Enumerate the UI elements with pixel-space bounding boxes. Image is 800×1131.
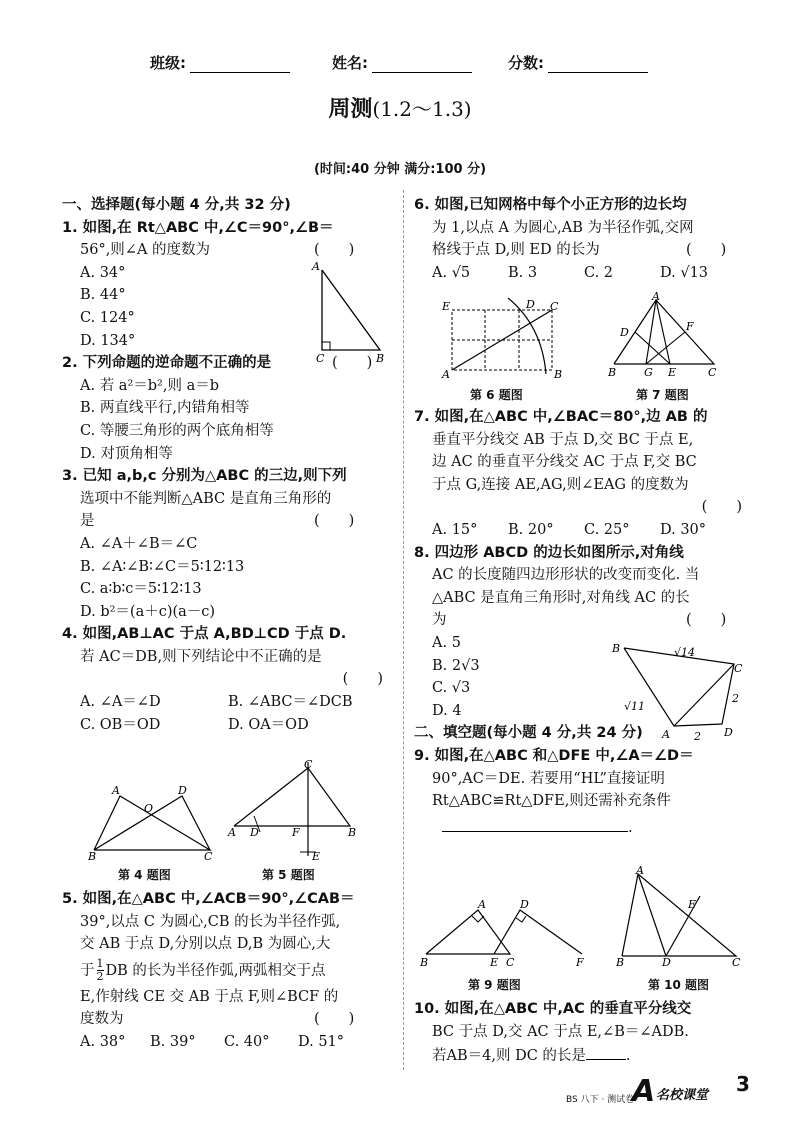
score-blank[interactable]	[548, 56, 648, 73]
q8-paren[interactable]: ( )	[686, 612, 727, 629]
svg-text:F: F	[576, 956, 584, 968]
svg-text:D: D	[620, 326, 629, 339]
q6-option-b[interactable]: B. 3	[508, 264, 538, 281]
q1-option-a[interactable]: A. 34°	[80, 264, 126, 281]
q6-paren[interactable]: ( )	[686, 242, 727, 259]
q3-line1: 3. 已知 a,b,c 分别为△ABC 的三边,则下列	[62, 468, 347, 485]
q8-option-b[interactable]: B. 2√3	[432, 657, 480, 674]
q3-option-c[interactable]: C. a∶b∶c＝5∶12∶13	[80, 581, 202, 598]
name-field	[332, 52, 472, 73]
q4-option-d[interactable]: D. OA＝OD	[228, 716, 309, 733]
svg-text:C: C	[506, 956, 515, 968]
q1-label-a: A	[312, 260, 320, 273]
svg-text:E: E	[688, 898, 697, 911]
q2-option-b[interactable]: B. 两直线平行,内错角相等	[80, 400, 250, 417]
q7-block	[414, 406, 754, 839]
footer-series: BS 八下 · 测试卷	[566, 1095, 635, 1105]
q5-fraction-den: 2	[96, 970, 104, 984]
svg-text:D: D	[724, 726, 733, 739]
q4-paren[interactable]: ( )	[342, 671, 383, 688]
q3-option-a[interactable]: A. ∠A＋∠B＝∠C	[80, 535, 198, 552]
svg-text:C: C	[734, 662, 743, 675]
score-field	[508, 52, 648, 73]
q5-line3: 交 AB 于点 D,分别以点 D,B 为圆心,大	[80, 936, 331, 953]
q1-label-b: B	[376, 352, 385, 365]
class-blank[interactable]	[190, 56, 290, 73]
q8-line1: 8. 四边形 ABCD 的边长如图所示,对角线	[414, 544, 684, 561]
svg-text:E: E	[668, 366, 677, 379]
q5-line6: 度数为	[80, 1011, 124, 1028]
q3-paren[interactable]: ( )	[314, 513, 355, 530]
q9-caption: 第 9 题图	[468, 978, 521, 992]
q1-line2: 56°,则∠A 的度数为	[80, 242, 211, 259]
q8-label-bc: √14	[674, 646, 696, 659]
svg-text:G: G	[644, 366, 653, 379]
q2-line1: 2. 下列命题的逆命题不正确的是	[62, 355, 272, 372]
page-title	[0, 92, 800, 123]
class-label: 班级:	[150, 54, 186, 72]
q5-line4b: DB 的长为半径作弧,两弧相交于点	[105, 962, 326, 979]
q5-option-b[interactable]: B. 39°	[150, 1033, 196, 1050]
q4-option-a[interactable]: A. ∠A＝∠D	[80, 694, 161, 711]
q5-option-a[interactable]: A. 38°	[80, 1033, 126, 1050]
q8-label-da: 2	[694, 730, 701, 740]
svg-text:A: A	[112, 784, 120, 797]
q1-line1: 1. 如图,在 Rt△ABC 中,∠C＝90°,∠B＝	[62, 219, 334, 236]
q5-figure	[226, 756, 366, 866]
svg-text:B: B	[348, 826, 357, 839]
q10-line3: 若AB＝4,则 DC 的长是	[432, 1048, 586, 1065]
q5-line2: 39°,以点 C 为圆心,CB 的长为半径作弧,	[80, 913, 341, 930]
q6-option-a[interactable]: A. √5	[432, 264, 471, 281]
q7-paren[interactable]: ( )	[701, 499, 742, 516]
q10-block: 10. 如图,在△ABC 中,AC 的垂直平分线交 BC 于点 D,交 AC 于点 E,∠B＝∠ADB. 若AB＝4,则 DC 的长是 .	[414, 998, 754, 1068]
q10-line2: BC 于点 D,交 AC 于点 E,∠B＝∠ADB.	[432, 1023, 689, 1040]
q8-option-a[interactable]: A. 5	[432, 634, 461, 651]
section-1-title: 一、选择题(每小题 4 分,共 32 分)	[62, 197, 291, 213]
q8-label-ab: √11	[624, 700, 646, 713]
class-field	[150, 52, 290, 73]
q8-line3: △ABC 是直角三角形时,对角线 AC 的长	[432, 589, 690, 606]
brand-logo-icon: A	[632, 1074, 656, 1109]
svg-text:C: C	[304, 758, 313, 771]
q5-caption: 第 5 题图	[262, 868, 315, 882]
svg-text:C: C	[550, 300, 559, 313]
score-label: 分数:	[508, 54, 544, 72]
q5-fraction-num: 1	[96, 957, 104, 971]
q8-option-c[interactable]: C. √3	[432, 680, 471, 697]
q3-line3: 是	[80, 513, 95, 530]
q9-answer-line[interactable]: .	[414, 813, 754, 840]
svg-text:B: B	[616, 956, 625, 966]
q4-caption: 第 4 题图	[118, 868, 171, 882]
q3-option-d[interactable]: D. b²＝(a＋c)(a－c)	[80, 603, 216, 620]
q1-option-d[interactable]: D. 134°	[80, 332, 136, 349]
footer-brand: 名校课堂	[656, 1088, 709, 1103]
q7-line1: 7. 如图,在△ABC 中,∠BAC＝80°,边 AB 的	[414, 409, 708, 425]
page-number: 3	[736, 1072, 750, 1096]
q1-option-b[interactable]: B. 44°	[80, 287, 126, 304]
q5-line4	[62, 956, 397, 986]
svg-text:A: A	[652, 292, 660, 303]
svg-text:B: B	[420, 956, 429, 968]
svg-text:O: O	[144, 802, 154, 815]
q4-figure	[86, 780, 216, 860]
q8-line2: AC 的长度随四边形形状的改变而变化. 当	[432, 567, 700, 584]
svg-text:B: B	[554, 368, 563, 381]
q1-label-c: C	[316, 352, 325, 365]
svg-text:D: D	[526, 298, 535, 311]
q2-option-d[interactable]: D. 对顶角相等	[80, 445, 173, 462]
q1-figure	[310, 258, 390, 368]
q9-figure	[418, 896, 588, 968]
q10-caption: 第 10 题图	[648, 978, 710, 992]
section-2-title: 二、填空题(每小题 4 分,共 24 分)	[414, 725, 643, 742]
q5-option-d[interactable]: D. 51°	[298, 1033, 345, 1050]
title-main: 周测	[328, 96, 373, 122]
q9-line1: 9. 如图,在△ABC 和△DFE 中,∠A＝∠D＝	[414, 747, 694, 764]
q5-line5: E,作射线 CE 交 AB 于点 F,则∠BCF 的	[80, 988, 339, 1005]
q7-option-a[interactable]: A. 15°	[432, 521, 478, 538]
q10-figure	[614, 866, 744, 966]
q4-line1: 4. 如图,AB⊥AC 于点 A,BD⊥CD 于点 D.	[62, 626, 347, 643]
q9-line3: Rt△ABC≌Rt△DFE,则还需补充条件	[432, 793, 671, 810]
q7-option-d[interactable]: D. 30°	[660, 521, 707, 538]
svg-text:A: A	[228, 826, 236, 839]
q1-option-c[interactable]: C. 124°	[80, 309, 135, 326]
column-divider	[403, 190, 404, 1070]
svg-text:E: E	[312, 850, 321, 863]
svg-text:C: C	[204, 850, 213, 860]
right-column	[414, 194, 754, 284]
q7-line2: 垂直平分线交 AB 于点 D,交 BC 于点 E,	[432, 431, 694, 448]
q6-caption: 第 6 题图	[470, 388, 523, 402]
time-score-info: (时间:40 分钟 满分:100 分)	[313, 162, 487, 177]
q8-option-d[interactable]: D. 4	[432, 702, 462, 719]
name-label: 姓名:	[332, 54, 368, 72]
q6-option-c[interactable]: C. 2	[584, 264, 614, 281]
q8-label-cd: 2	[732, 692, 739, 705]
svg-text:D: D	[250, 826, 259, 839]
name-blank[interactable]	[372, 56, 472, 73]
svg-text:E: E	[490, 956, 499, 968]
q8-line4: 为	[432, 612, 447, 629]
q6-figure	[438, 296, 568, 382]
q6-line2: 为 1,以点 A 为圆心,AB 为半径作弧,交网	[432, 219, 694, 236]
q5-paren[interactable]: ( )	[314, 1011, 355, 1028]
svg-text:F: F	[292, 826, 300, 839]
svg-text:D: D	[178, 784, 187, 797]
q5-line4a: 于	[80, 962, 95, 979]
q4-option-b[interactable]: B. ∠ABC＝∠DCB	[228, 694, 353, 711]
q7-line3: 边 AC 的垂直平分线交 AC 于点 F,交 BC	[432, 454, 697, 471]
q5-line1: 5. 如图,在△ABC 中,∠ACB＝90°,∠CAB＝	[62, 891, 355, 907]
q8-figure	[610, 640, 750, 740]
q5-block	[62, 888, 397, 1054]
svg-text:B: B	[612, 642, 621, 655]
svg-text:F: F	[686, 320, 694, 333]
q7-figure	[604, 292, 724, 382]
q6-option-d[interactable]: D. √13	[660, 264, 709, 281]
q2-option-c[interactable]: C. 等腰三角形的两个底角相等	[80, 422, 274, 439]
q1-paren[interactable]: ( )	[314, 242, 355, 259]
q2-paren[interactable]: ( )	[332, 355, 373, 372]
svg-text:B: B	[608, 366, 617, 379]
q4-option-c[interactable]: C. OB＝OD	[80, 716, 161, 733]
q10-line1: 10. 如图,在△ABC 中,AC 的垂直平分线交	[414, 1001, 692, 1017]
q5-fraction	[97, 958, 104, 983]
q7-caption: 第 7 题图	[636, 388, 689, 402]
svg-text:A: A	[442, 368, 450, 381]
q9-line2: 90°,AC＝DE. 若要用“HL”直接证明	[432, 770, 665, 787]
svg-text:E: E	[442, 300, 451, 313]
q6-line1: 6. 如图,已知网格中每个小正方形的边长均	[414, 197, 687, 213]
q3-option-b[interactable]: B. ∠A∶∠B∶∠C＝5∶12∶13	[80, 558, 245, 575]
q2-option-a[interactable]: A. 若 a²＝b²,则 a＝b	[80, 377, 219, 394]
q10-answer-blank[interactable]	[586, 1043, 626, 1060]
title-range: (1.2～1.3)	[372, 97, 472, 121]
svg-text:B: B	[88, 850, 97, 860]
svg-text:C: C	[732, 956, 741, 966]
q7-line4: 于点 G,连接 AE,AG,则∠EAG 的度数为	[432, 476, 689, 493]
svg-text:C: C	[708, 366, 717, 379]
svg-text:D: D	[520, 898, 529, 911]
q3-line2: 选项中不能判断△ABC 是直角三角形的	[80, 490, 332, 507]
svg-text:D: D	[662, 956, 671, 966]
svg-text:A: A	[636, 866, 644, 877]
q6-line3: 格线于点 D,则 ED 的长为	[432, 242, 600, 259]
q5-option-c[interactable]: C. 40°	[224, 1033, 270, 1050]
q7-option-c[interactable]: C. 25°	[584, 521, 630, 538]
svg-text:A: A	[478, 898, 486, 911]
q7-option-b[interactable]: B. 20°	[508, 521, 554, 538]
q4-line2: 若 AC＝DB,则下列结论中不正确的是	[80, 648, 322, 665]
svg-text:A: A	[662, 728, 670, 740]
